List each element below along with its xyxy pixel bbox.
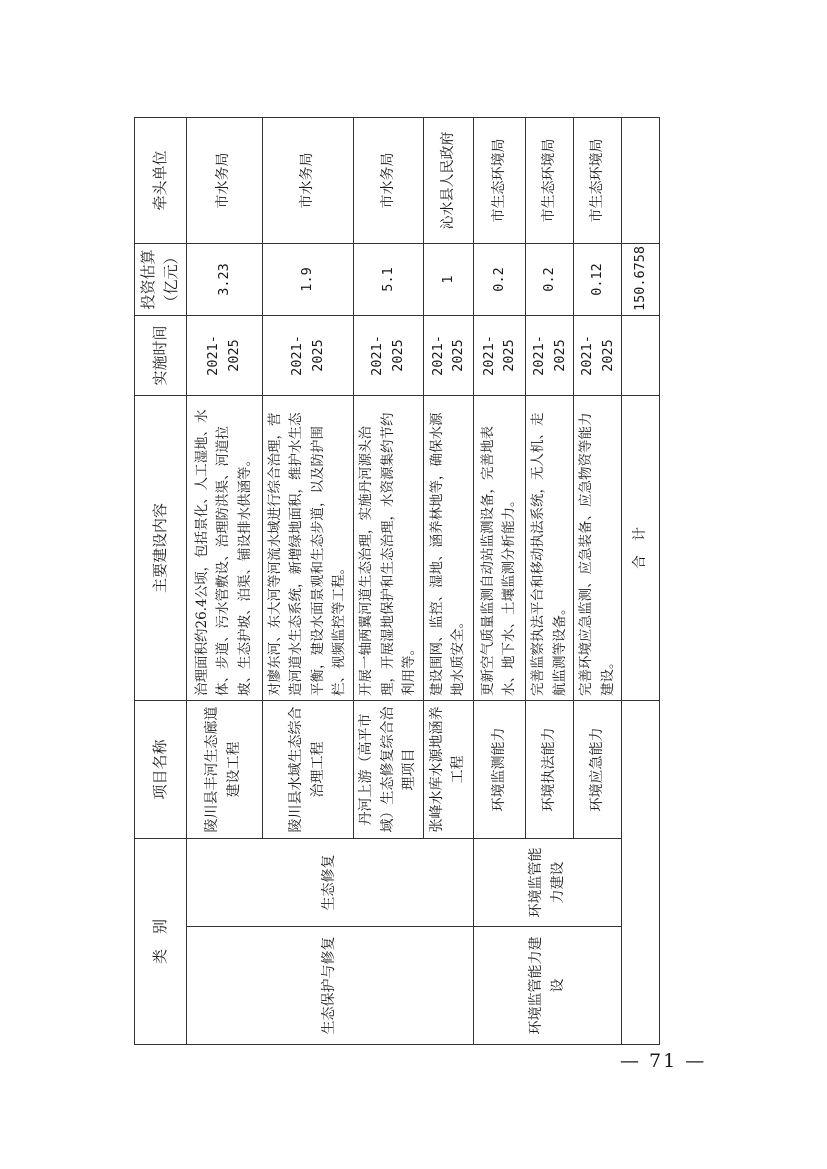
project-period: 2021-2025 [473,315,525,395]
project-unit: 市水务局 [186,117,262,243]
project-investment: 0.2 [473,243,525,315]
project-table [134,117,660,1045]
total-row [622,117,660,1044]
category-cell: 环境监管能力建设 [473,927,621,1045]
page-number: — 71 — [620,1050,707,1072]
project-period: 2021-2025 [262,315,353,395]
rotated-table-frame [134,118,649,1045]
project-investment: 0.12 [574,243,622,315]
project-investment: 1 [423,243,473,315]
project-content: 开展一轴两翼河道生态治理，实施丹河源头治理，开展湿地保护和生态治理，水资源集约节约利用等。 [353,395,423,700]
project-investment: 0.2 [525,243,573,315]
project-content: 完善环境应急监测、应急装备、应急物资等能力建设。 [574,395,622,700]
project-period: 2021-2025 [525,315,573,395]
table-header-row [135,117,187,1044]
project-content: 对廖东河、东大河等河流水域进行综合治理，营造河道水生态系统，新增绿地面积，维护水生态平衡，建设水面景观和生态步道，以及防护围栏、视频监控等工程。 [262,395,353,700]
total-investment: 150.6758 [622,243,660,315]
project-name: 张峰水库水源地涵养工程 [423,700,473,838]
project-name: 环境监测能力 [473,700,525,838]
header-project: 项目名称 [135,700,187,838]
project-investment: 1.9 [262,243,353,315]
project-unit: 市生态环境局 [525,117,573,243]
project-name: 丹河上游（高平市域）生态修复综合治理项目 [353,700,423,838]
header-period: 实施时间 [135,315,187,395]
rotated-table [134,118,649,1045]
project-content: 更新空气质量监测自动站监测设备，完善地表水、地下水、土壤监测分析能力。 [473,395,525,700]
project-name: 环境应急能力 [574,700,622,838]
project-unit: 市水务局 [262,117,353,243]
header-content: 主要建设内容 [135,395,187,700]
subcategory-cell: 环境监管能力建设 [473,838,621,926]
subcategory-cell: 生态修复 [186,838,473,926]
project-content: 完善监察执法平台和移动执法系统，无人机、走航监测等设备。 [525,395,573,700]
project-unit: 市生态环境局 [574,117,622,243]
project-period: 2021-2025 [353,315,423,395]
table-row [186,117,262,1044]
project-period: 2021-2025 [186,315,262,395]
project-unit: 沁水县人民政府 [423,117,473,243]
project-investment: 5.1 [353,243,423,315]
total-unit-blank [622,117,660,243]
project-investment: 3.23 [186,243,262,315]
header-investment: 投资估算（亿元） [135,243,187,315]
header-category: 类 别 [135,838,187,1044]
project-unit: 市生态环境局 [473,117,525,243]
total-label: 合 计 [622,395,660,700]
table-row [473,117,525,1044]
project-name: 陵川县水域生态综合治理工程 [262,700,353,838]
total-period-blank [622,315,660,395]
project-name: 环境执法能力 [525,700,573,838]
header-unit: 牵头单位 [135,117,187,243]
project-period: 2021-2025 [574,315,622,395]
project-content: 治理面积约26.4公顷，包括景化、人工湿地、水体、步道、污水管敷设、治理防洪渠、河道拉坡、生态护坡、泊渠、铺设排水供涵等。 [186,395,262,700]
project-period: 2021-2025 [423,315,473,395]
project-unit: 市水务局 [353,117,423,243]
category-cell: 生态保护与修复 [186,927,473,1045]
total-blank [622,700,660,1044]
project-name: 陵川县丰河生态廊道建设工程 [186,700,262,838]
project-content: 建设围网、监控、湿地、涵养林地等，确保水源地水质安全。 [423,395,473,700]
